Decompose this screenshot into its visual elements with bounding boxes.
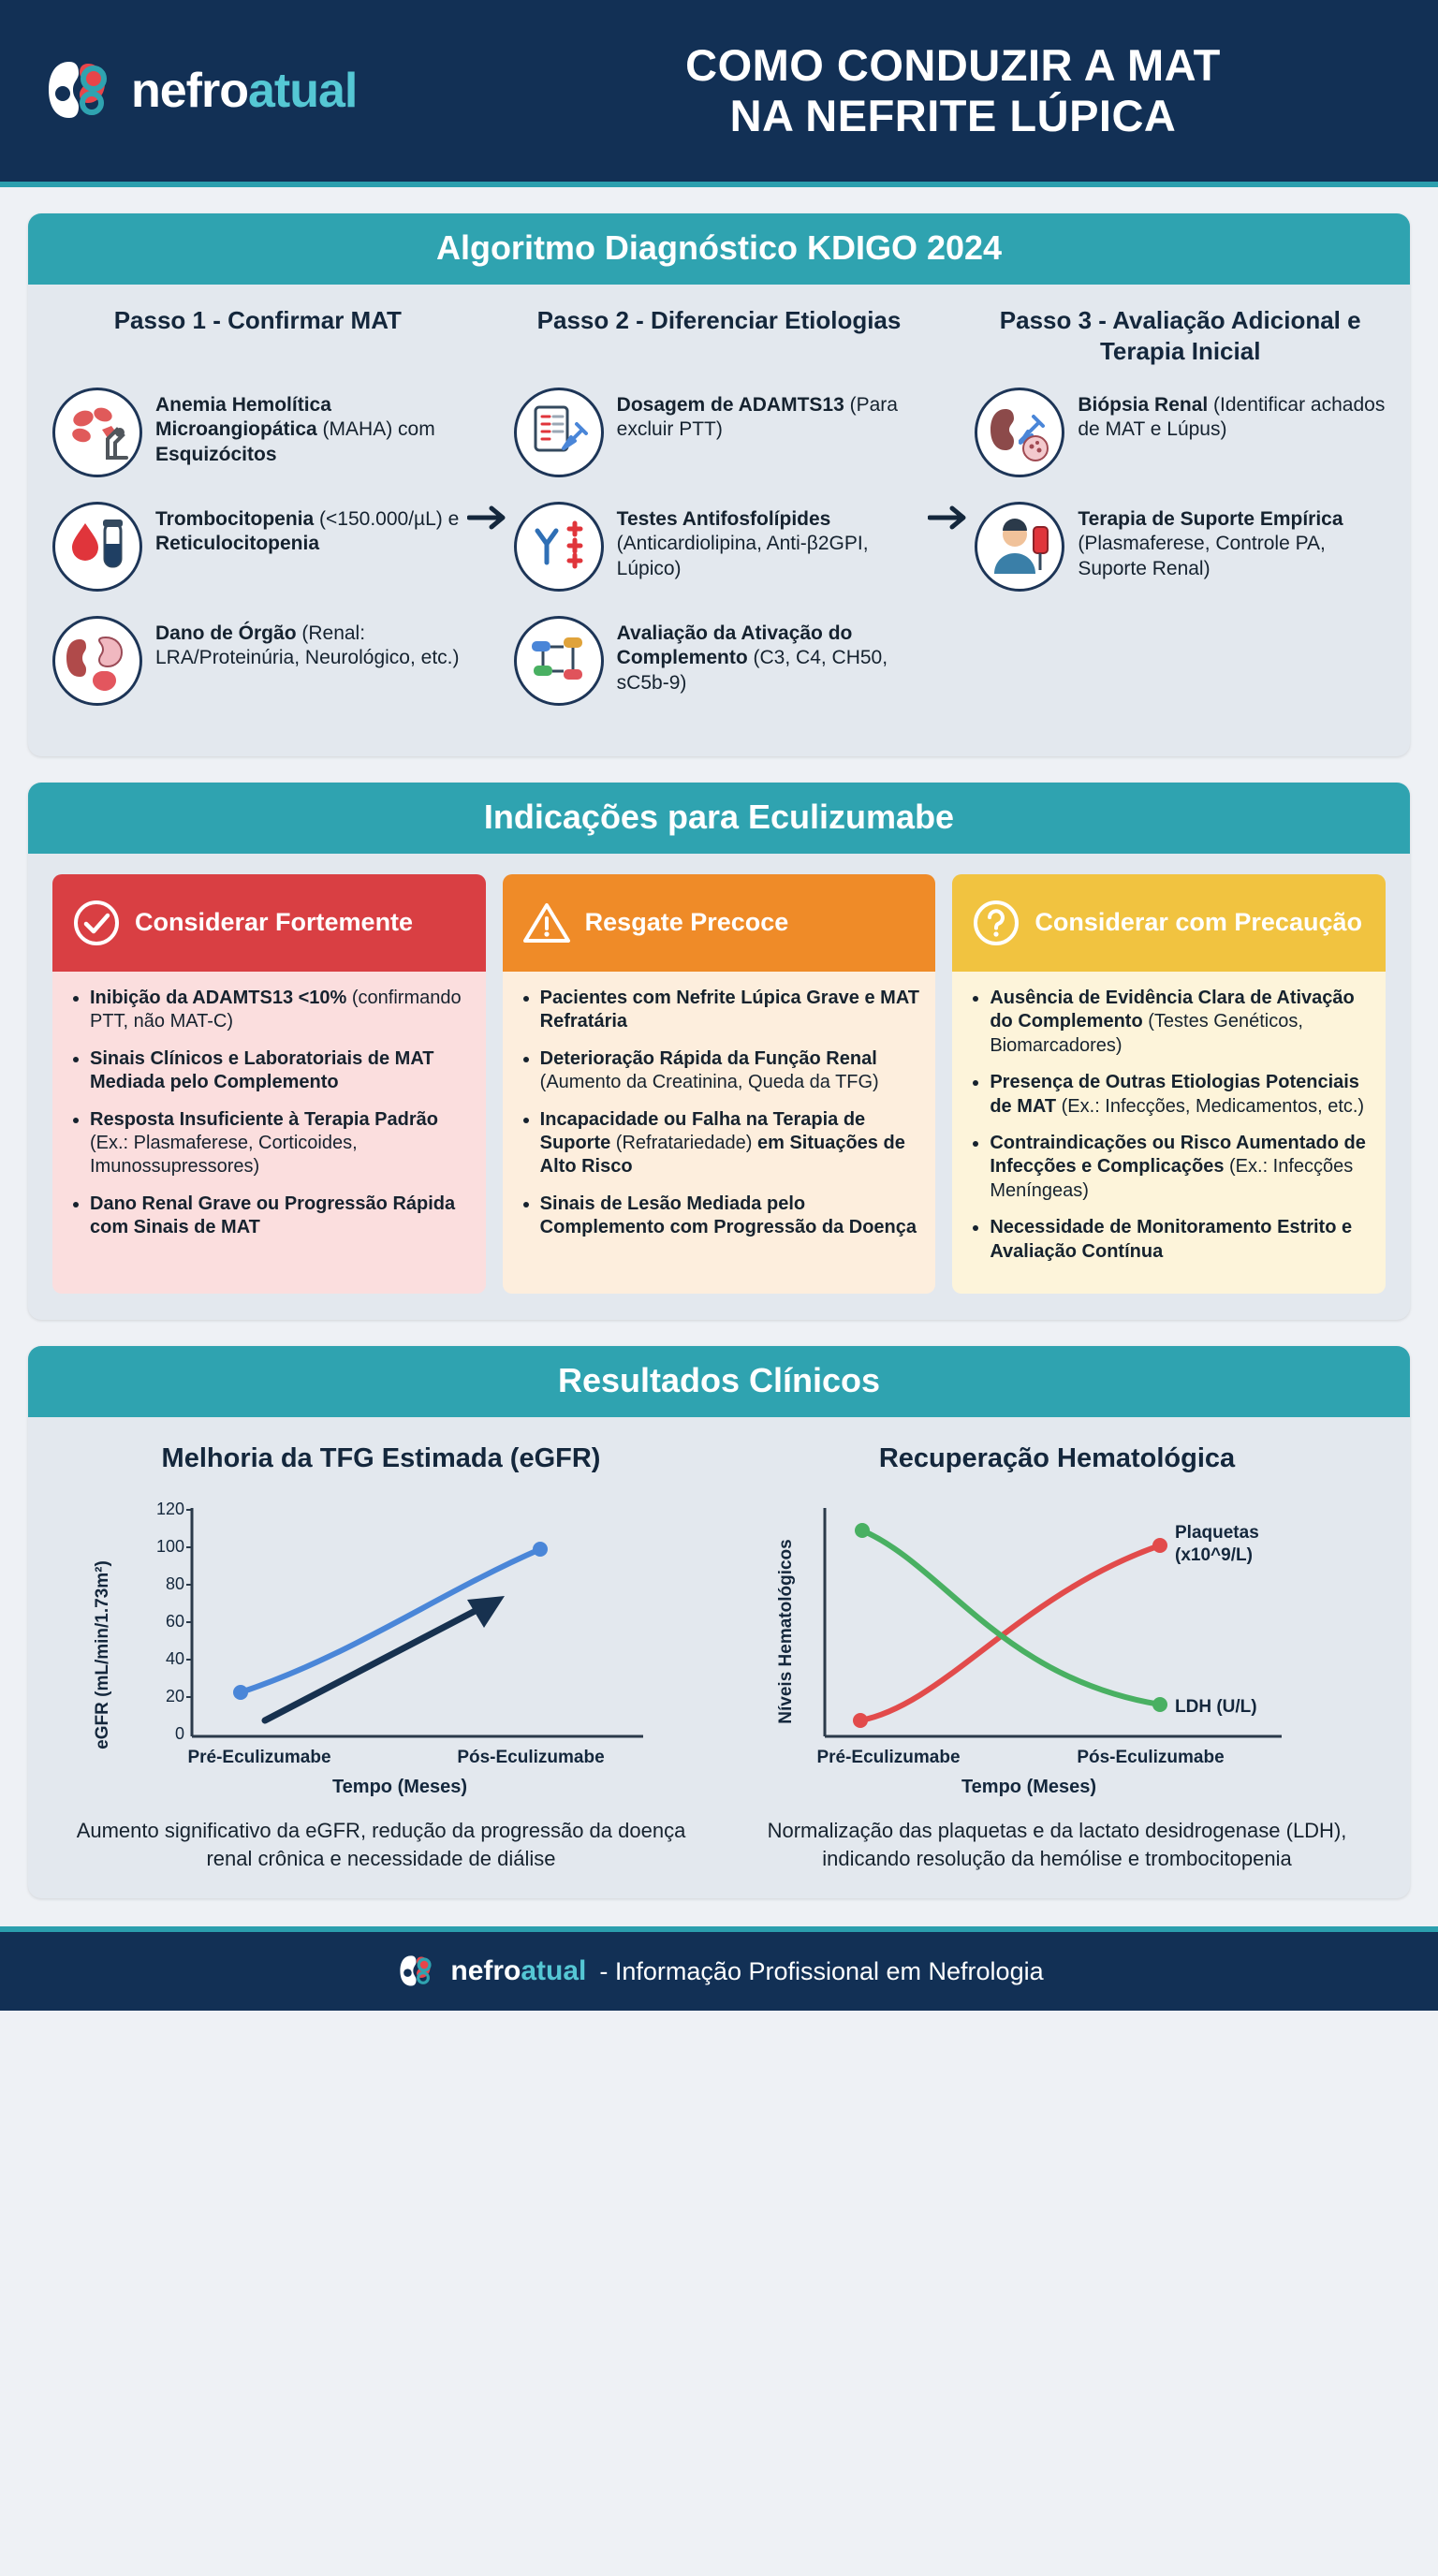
egfr-ytick-80: 80 xyxy=(165,1573,184,1593)
legend-platelets-line1: Plaquetas xyxy=(1175,1522,1259,1543)
brand-wordmark-accent: atual xyxy=(248,64,358,118)
hematology-y-axis-label: Níveis Hematológicos xyxy=(776,1539,796,1724)
step2-item-1-rest: (Para excluir PTT) xyxy=(616,394,898,441)
eculizumab-card-rescue-title: Resgate Precoce xyxy=(584,908,789,937)
hematology-x-axis-label: Tempo (Meses) xyxy=(961,1776,1097,1797)
egfr-x-axis-label: Tempo (Meses) xyxy=(331,1776,468,1797)
eculizumab-cards xyxy=(52,874,1386,1294)
eculizumab-card-caution xyxy=(952,874,1386,1294)
step1-item-2-strong2: Reticulocitopenia xyxy=(155,533,320,555)
step1-item-3-text xyxy=(155,616,463,671)
step1-item-1-strong2: Esquizócitos xyxy=(155,443,277,465)
eculizumab-card-caution-title: Considerar com Precaução xyxy=(1034,908,1362,937)
algorithm-section xyxy=(28,213,1410,756)
brand-wordmark-main: nefro xyxy=(131,64,248,118)
step1-item-2-strong: Trombocitopenia xyxy=(155,508,315,530)
eculizumab-card-strong-title: Considerar Fortemente xyxy=(135,908,414,937)
step1-item-1-text xyxy=(155,388,463,467)
hematology-line-chart xyxy=(757,1491,1357,1800)
eculizumab-card-caution-list xyxy=(965,987,1371,1264)
list-item: • Sinais de Lesão Mediada pelo Complemento com Progressão da Doença xyxy=(540,1193,921,1240)
step2-item-3-rest: (C3, C4, CH50, sC5b-9) xyxy=(616,647,888,694)
kidney-logo-icon xyxy=(37,51,118,131)
step3-item-1 xyxy=(975,388,1386,477)
hematology-chart-caption: Normalização das plaquetas e da lactato desidrogenase (LDH), indicando resolução da hemólise e trombocitopenia xyxy=(767,1818,1347,1870)
egfr-chart-caption: Aumento significativo da eGFR, redução da progressão da doença renal crônica e necessidade de diálise xyxy=(76,1818,686,1870)
arrow-right-icon xyxy=(467,502,510,534)
arrow-step2-to-step3 xyxy=(924,305,975,534)
egfr-trend-arrow xyxy=(265,1596,505,1720)
step3-item-1-rest: (Identificar achados de MAT e Lúpus) xyxy=(1078,394,1386,441)
eculizumab-card-strong-header xyxy=(52,874,486,972)
egfr-ytick-120: 120 xyxy=(155,1499,184,1518)
step2-item-3-strong: Avaliação da Ativação do Complemento xyxy=(616,622,853,669)
step1-item-2-text xyxy=(155,502,463,557)
list-item: • Necessidade de Monitoramento Estrito e Avaliação Contínua xyxy=(990,1216,1371,1264)
arrow-step1-to-step2 xyxy=(463,305,514,534)
footer-kidney-logo-icon xyxy=(394,1950,437,1993)
step2-item-1-text xyxy=(617,388,925,443)
organ-damage-icon xyxy=(52,616,142,706)
step3-item-2-strong: Terapia de Suporte Empírica xyxy=(1078,508,1343,530)
hematology-chart-title: Recuperação Hematológica xyxy=(878,1442,1236,1473)
list-item: • Contraindicações ou Risco Aumentado de Infecções e Complicações (Ex.: Infecções Meníngeas) xyxy=(990,1132,1371,1203)
list-item: • Ausência de Evidência Clara de Ativação do Complemento (Testes Genéticos, Biomarcadores) xyxy=(990,987,1371,1058)
step3-item-1-text xyxy=(1078,388,1386,443)
arrow-right-icon-2 xyxy=(928,502,971,534)
list-item: • Pacientes com Nefrite Lúpica Grave e MAT Refratária xyxy=(540,987,921,1034)
lab-request-syringe-icon xyxy=(514,388,604,477)
warning-triangle-icon xyxy=(521,898,572,948)
step1-item-2-rest: (<150.000/µL) e xyxy=(314,508,460,530)
egfr-ytick-60: 60 xyxy=(165,1611,184,1631)
algorithm-column-step3 xyxy=(975,305,1386,616)
egfr-xtick-post: Pós-Eculizumabe xyxy=(457,1747,605,1767)
step3-item-2 xyxy=(975,502,1386,592)
step3-item-1-strong: Biópsia Renal xyxy=(1078,394,1209,416)
page-footer xyxy=(0,1926,1438,2011)
eculizumab-card-rescue-list xyxy=(516,987,921,1240)
page-title-line2: NA NEFRITE LÚPICA xyxy=(729,91,1177,140)
step1-item-2 xyxy=(52,502,463,592)
step2-item-2-rest: (Anticardiolipina, Anti-β2GPI, Lúpico) xyxy=(616,533,869,579)
algorithm-column-step2 xyxy=(514,305,925,730)
hematology-chart-block xyxy=(728,1438,1386,1872)
egfr-ytick-0: 0 xyxy=(174,1723,184,1743)
egfr-y-axis-label: eGFR (mL/min/1.73m²) xyxy=(93,1560,112,1749)
egfr-ytick-100: 100 xyxy=(155,1536,184,1556)
check-circle-icon xyxy=(71,898,122,948)
egfr-chart-title: Melhoria da TFG Estimada (eGFR) xyxy=(161,1442,601,1473)
page-header xyxy=(0,0,1438,187)
step1-heading: Passo 1 - Confirmar MAT xyxy=(113,306,402,334)
step1-item-3-rest: (Renal: LRA/Proteinúria, Neurológico, etc.) xyxy=(155,622,460,669)
step3-heading: Passo 3 - Avaliação Adicional e Terapia Inicial xyxy=(999,306,1361,365)
complement-cascade-icon xyxy=(514,616,604,706)
algorithm-columns xyxy=(52,305,1386,730)
brand-wordmark xyxy=(131,63,357,119)
algorithm-column-step1 xyxy=(52,305,463,730)
legend-ldh: LDH (U/L) xyxy=(1175,1696,1257,1717)
step3-item-2-rest: (Plasmaferese, Controle PA, Suporte Renal) xyxy=(1078,533,1326,579)
eculizumab-card-rescue xyxy=(503,874,936,1294)
list-item: • Deterioração Rápida da Função Renal (Aumento da Creatinina, Queda da TFG) xyxy=(540,1047,921,1095)
legend-platelets-line2: (x10^9/L) xyxy=(1175,1544,1253,1565)
footer-wordmark-main: nefro xyxy=(450,1955,521,1987)
eculizumab-section xyxy=(28,783,1410,1320)
brand-logo xyxy=(37,51,562,131)
eculizumab-card-strong-list xyxy=(66,987,471,1240)
list-item: • Sinais Clínicos e Laboratoriais de MAT Mediada pelo Complemento xyxy=(90,1047,471,1095)
step2-item-3-text xyxy=(617,616,925,695)
footer-wordmark xyxy=(450,1955,586,1987)
egfr-line-chart xyxy=(81,1491,681,1800)
blood-tube-icon xyxy=(52,502,142,592)
results-charts xyxy=(52,1438,1386,1872)
results-section-title: Resultados Clínicos xyxy=(28,1346,1410,1417)
results-section xyxy=(28,1346,1410,1898)
step2-item-2-strong: Testes Antifosfolípides xyxy=(616,508,831,530)
hematology-xtick-post: Pós-Eculizumabe xyxy=(1077,1747,1225,1767)
eculizumab-card-caution-header xyxy=(952,874,1386,972)
eculizumab-card-rescue-header xyxy=(503,874,936,972)
step2-item-1 xyxy=(514,388,925,477)
step1-item-3 xyxy=(52,616,463,706)
step2-heading: Passo 2 - Diferenciar Etiologias xyxy=(536,306,902,334)
step2-item-3 xyxy=(514,616,925,706)
page-title xyxy=(562,40,1401,141)
list-item: • Incapacidade ou Falha na Terapia de Suporte (Refratariedade) em Situações de Alto Risco xyxy=(540,1108,921,1179)
list-item: • Dano Renal Grave ou Progressão Rápida com Sinais de MAT xyxy=(90,1193,471,1240)
egfr-ytick-40: 40 xyxy=(165,1648,184,1668)
step3-item-2-text xyxy=(1078,502,1386,581)
list-item: • Presença de Outras Etiologias Potenciais de MAT (Ex.: Infecções, Medicamentos, etc.) xyxy=(990,1071,1371,1119)
list-item: • Inibição da ADAMTS13 <10% (confirmando PTT, não MAT-C) xyxy=(90,987,471,1034)
step2-item-2-text xyxy=(617,502,925,581)
list-item: • Resposta Insuficiente à Terapia Padrão (Ex.: Plasmaferese, Corticoides, Imunossupressores) xyxy=(90,1108,471,1179)
step1-item-1-rest: (MAHA) com xyxy=(316,418,435,441)
egfr-xtick-pre: Pré-Eculizumabe xyxy=(187,1747,331,1767)
nurse-infusion-icon xyxy=(975,502,1064,592)
step1-item-1 xyxy=(52,388,463,477)
hematology-xtick-pre: Pré-Eculizumabe xyxy=(816,1747,961,1767)
kidney-biopsy-needle-icon xyxy=(975,388,1064,477)
footer-wordmark-accent: atual xyxy=(521,1955,587,1987)
egfr-ytick-20: 20 xyxy=(165,1686,184,1705)
page-title-line1: COMO CONDUZIR A MAT xyxy=(685,39,1221,90)
eculizumab-card-strong xyxy=(52,874,486,1294)
footer-tagline: - Informação Profissional em Nefrologia xyxy=(599,1956,1044,1985)
step1-item-1-strong: Anemia Hemolítica Microangiopática xyxy=(155,394,331,441)
step1-item-3-strong: Dano de Órgão xyxy=(155,622,297,644)
step2-item-1-strong: Dosagem de ADAMTS13 xyxy=(616,394,844,416)
algorithm-section-title: Algoritmo Diagnóstico KDIGO 2024 xyxy=(28,213,1410,285)
eculizumab-section-title: Indicações para Eculizumabe xyxy=(28,783,1410,854)
antibody-icon xyxy=(514,502,604,592)
egfr-chart-block xyxy=(52,1438,710,1872)
question-circle-icon xyxy=(971,898,1021,948)
step2-item-2 xyxy=(514,502,925,592)
microscope-schistocytes-icon xyxy=(52,388,142,477)
